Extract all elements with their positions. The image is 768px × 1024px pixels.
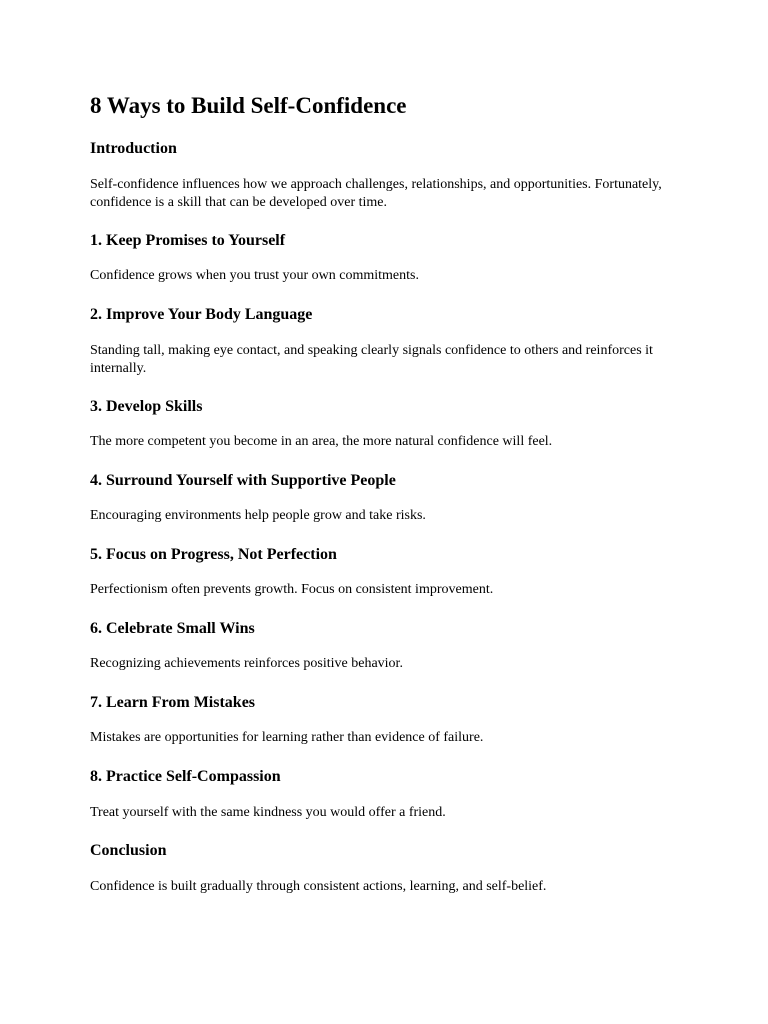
section-heading-6: 6. Celebrate Small Wins: [90, 620, 255, 637]
section-paragraph-5: Perfectionism often prevents growth. Focus on consistent improvement.: [90, 582, 494, 597]
document-title: 8 Ways to Build Self-Confidence: [90, 93, 407, 118]
section-heading-1: 1. Keep Promises to Yourself: [90, 232, 286, 249]
section-heading-8: 8. Practice Self-Compassion: [90, 768, 281, 785]
section-paragraph-conclusion: Confidence is built gradually through consistent actions, learning, and self-belief.: [90, 879, 547, 894]
section-heading-4: 4. Surround Yourself with Supportive People: [90, 472, 396, 489]
section-heading-introduction: Introduction: [90, 140, 177, 157]
section-paragraph-6: Recognizing achievements reinforces positive behavior.: [90, 656, 403, 671]
section-paragraph-introduction: Self-confidence influences how we approach challenges, relationships, and opportunities. Fortunately, confidence is a skill that can be developed over time.: [90, 177, 662, 210]
section-paragraph-4: Encouraging environments help people grow and take risks.: [90, 508, 426, 523]
section-heading-7: 7. Learn From Mistakes: [90, 694, 256, 711]
section-paragraph-3: The more competent you become in an area, the more natural confidence will feel.: [90, 434, 553, 449]
section-heading-2: 2. Improve Your Body Language: [90, 306, 313, 323]
section-heading-5: 5. Focus on Progress, Not Perfection: [90, 546, 337, 563]
section-heading-conclusion: Conclusion: [90, 842, 167, 859]
section-paragraph-8: Treat yourself with the same kindness you would offer a friend.: [90, 805, 446, 820]
section-paragraph-1: Confidence grows when you trust your own commitments.: [90, 268, 419, 283]
section-heading-3: 3. Develop Skills: [90, 398, 203, 415]
section-paragraph-7: Mistakes are opportunities for learning rather than evidence of failure.: [90, 730, 484, 745]
section-paragraph-2: Standing tall, making eye contact, and speaking clearly signals confidence to others and reinforces it internally.: [90, 343, 653, 376]
